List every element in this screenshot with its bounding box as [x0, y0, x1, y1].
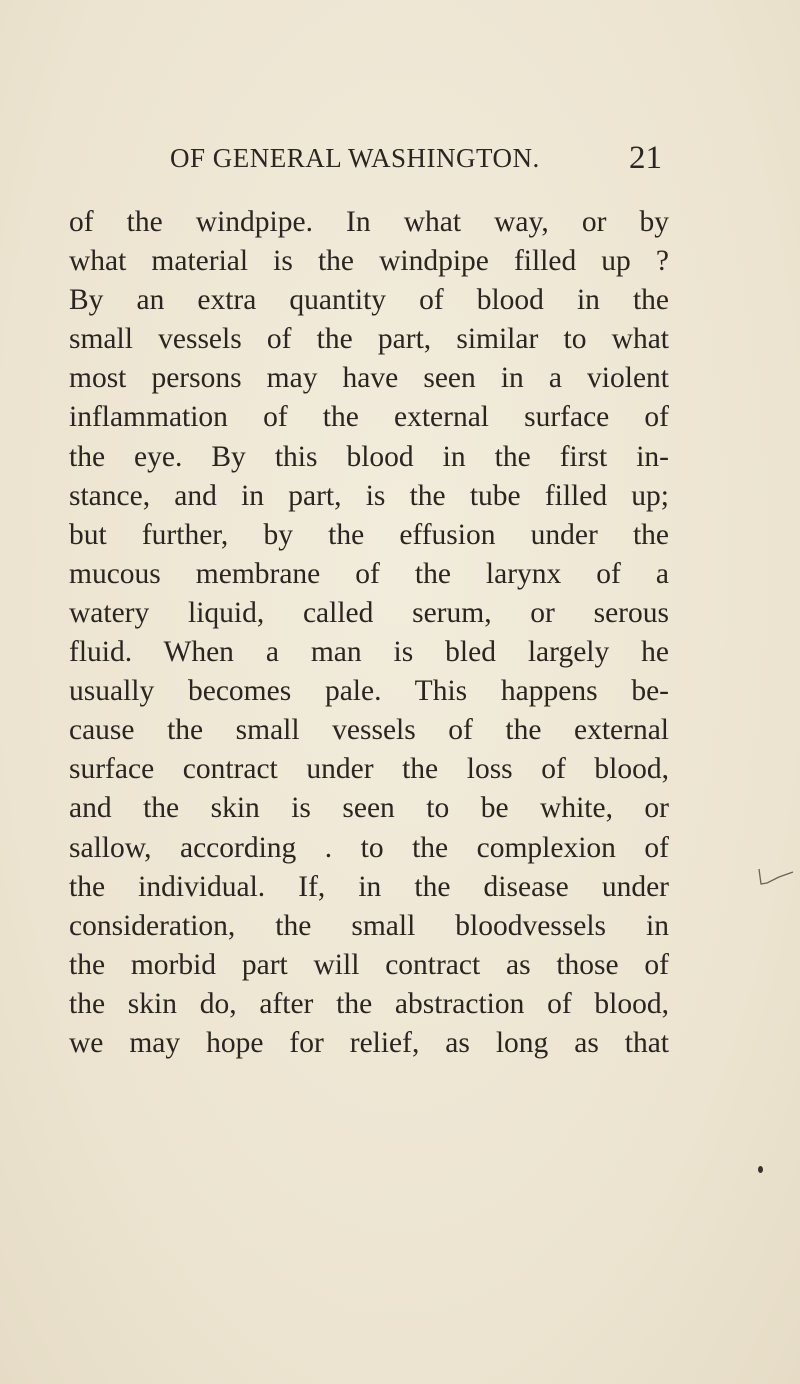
- text-line: surface contract under the loss of blood,: [69, 753, 669, 786]
- text-line: stance, and in part, is the tube filled up;: [69, 479, 669, 512]
- ink-dot: [758, 1166, 763, 1173]
- text-line: the individual. If, in the disease under: [69, 870, 669, 903]
- text-line: we may hope for relief, as long as that: [69, 1026, 669, 1059]
- text-line: usually becomes pale. This happens be-: [69, 675, 669, 708]
- text-line: cause the small vessels of the external: [69, 714, 669, 747]
- text-line: consideration, the small bloodvessels in: [69, 909, 669, 942]
- text-line: By an extra quantity of blood in the: [69, 284, 669, 317]
- text-line: watery liquid, called serum, or serous: [69, 596, 669, 629]
- text-line: but further, by the effusion under the: [69, 518, 669, 551]
- text-line: the eye. By this blood in the first in-: [69, 440, 669, 473]
- running-title: OF GENERAL WASHINGTON.: [170, 143, 540, 173]
- pencil-mark-icon: [757, 866, 797, 890]
- text-line: sallow, according . to the complexion of: [69, 831, 669, 864]
- running-head: [170, 140, 662, 183]
- text-line: and the skin is seen to be white, or: [69, 792, 669, 825]
- text-line: mucous membrane of the larynx of a: [69, 557, 669, 590]
- page-number: 21: [629, 140, 662, 176]
- text-line: most persons may have seen in a violent: [69, 362, 669, 395]
- text-line: what material is the windpipe filled up ?: [69, 245, 669, 278]
- text-line: of the windpipe. In what way, or by: [69, 206, 669, 238]
- text-line: inflammation of the external surface of: [69, 401, 669, 434]
- body-paragraph: [69, 203, 669, 1063]
- text-line: fluid. When a man is bled largely he: [69, 636, 669, 669]
- text-line: the skin do, after the abstraction of blood,: [69, 987, 669, 1020]
- text-line: the morbid part will contract as those of: [69, 948, 669, 981]
- text-line: small vessels of the part, similar to what: [69, 323, 669, 356]
